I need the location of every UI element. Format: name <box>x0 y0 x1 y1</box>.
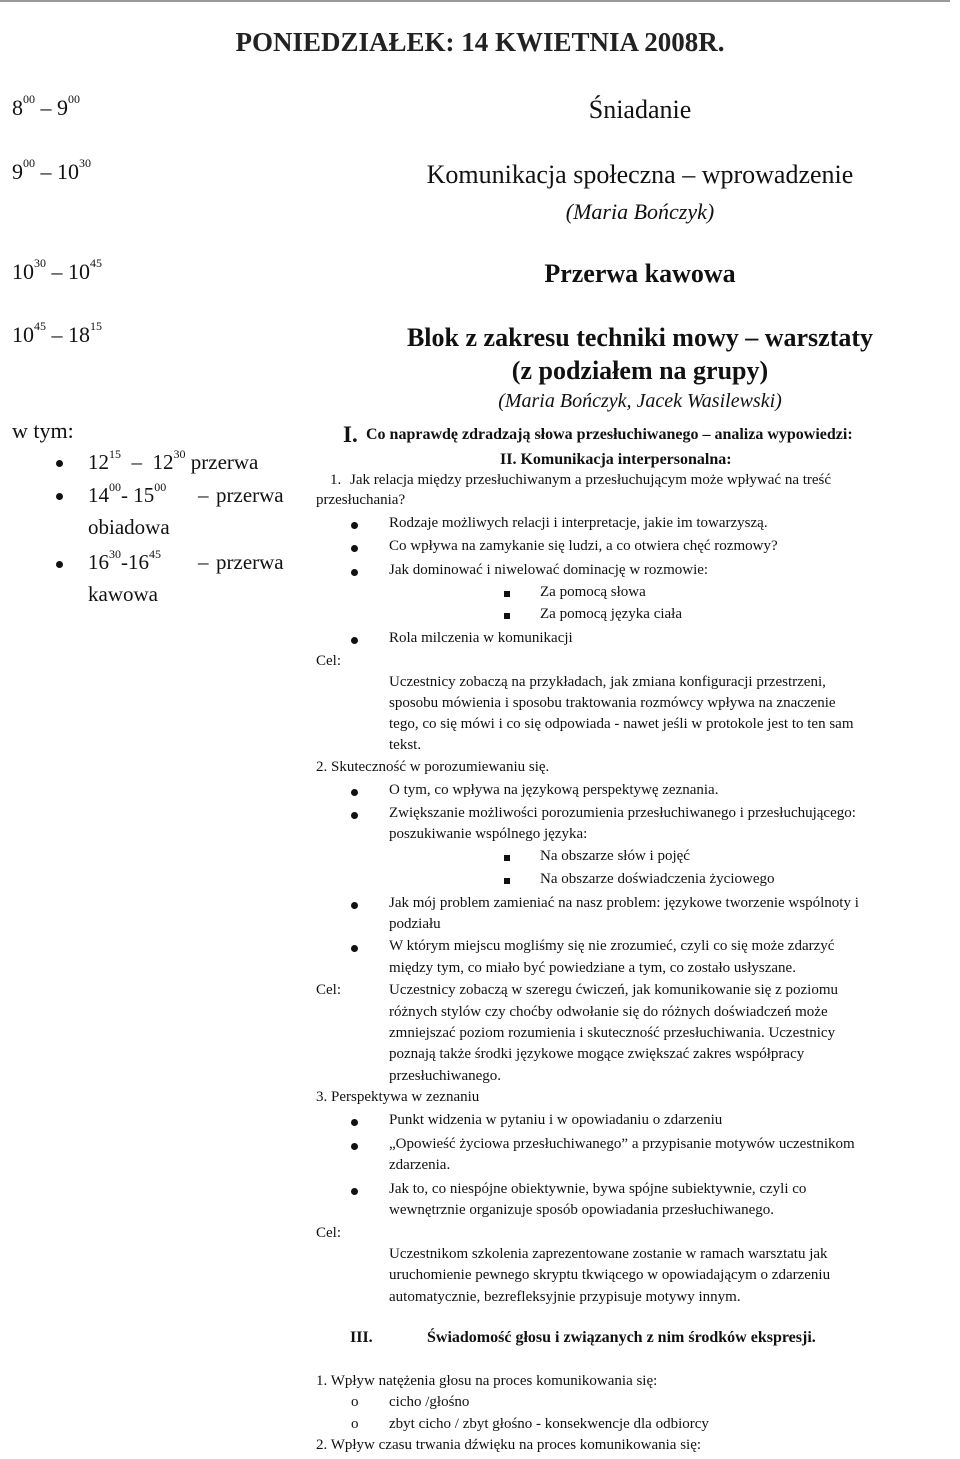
time-start-minutes: 45 <box>34 319 46 333</box>
event-block-subtitle: (z podziałem na grupy) <box>511 356 769 385</box>
time-start: 10 <box>12 322 34 347</box>
break-end: 12 <box>152 450 174 474</box>
time-start-minutes: 00 <box>23 92 35 106</box>
goal-text-line: sposobu mówienia i sposobu traktowania rozmówcy wpływa na znaczenie <box>389 695 836 711</box>
sub-item: Na obszarze słów i pojęć <box>540 848 690 864</box>
break-end-minutes: 00 <box>154 480 167 494</box>
event-coffee: Przerwa kawowa <box>544 259 736 288</box>
page-title: PONIEDZIAŁEK: 14 KWIETNIA 2008R. <box>235 27 725 57</box>
bullet-icon <box>351 789 358 796</box>
section-1-numeral: I. <box>343 422 358 447</box>
square-bullet-icon <box>504 613 510 619</box>
bullet-item: „Opowieść życiowa przesłuchiwanego” a przypisanie motywów uczestnikom <box>389 1136 855 1152</box>
point-1-text-cont: przesłuchania? <box>316 492 406 508</box>
time-end: 9 <box>57 95 68 120</box>
sub-item: Za pomocą słowa <box>540 584 646 600</box>
time-start: 10 <box>12 259 34 284</box>
bullet-icon <box>56 561 63 568</box>
break-end-minutes: 30 <box>173 447 186 461</box>
section-1-heading: Co naprawdę zdradzają słowa przesłuchiwanego – analiza wypowiedzi: <box>366 426 853 443</box>
time-start: 9 <box>12 159 23 184</box>
time-separator: – <box>51 259 63 284</box>
bullet-item: W którym miejscu mogliśmy się nie zrozumieć, czyli co się może zdarzyć <box>389 938 835 954</box>
bullet-item-cont: wewnętrznie organizuje sposób opowiadania przesłuchiwanego. <box>389 1202 775 1218</box>
goal-text-line: Uczestnicy zobaczą w szeregu ćwiczeń, jak komunikowanie się z poziomu <box>389 982 838 998</box>
point-1-number: 1. <box>330 472 342 488</box>
event-block-title: Blok z zakresu techniki mowy – warsztaty <box>406 323 874 352</box>
event-intro-author: (Maria Bończyk) <box>565 199 715 224</box>
bullet-icon <box>351 902 358 909</box>
sub-item: Na obszarze doświadczenia życiowego <box>540 871 775 887</box>
event-intro: Komunikacja społeczna – wprowadzenie <box>426 160 854 189</box>
sub-item: Za pomocą języka ciała <box>540 606 683 622</box>
bullet-item: Jak dominować i niwelować dominację w rozmowie: <box>389 562 709 578</box>
bullet-icon <box>351 569 358 576</box>
event-breakfast: Śniadanie <box>588 95 692 124</box>
bullet-item: Co wpływa na zamykanie się ludzi, a co otwiera chęć rozmowy? <box>389 538 778 554</box>
bullet-icon <box>351 1119 358 1126</box>
time-end-minutes: 15 <box>90 319 102 333</box>
break-label-cont: kawowa <box>88 582 158 606</box>
break-item-3: $16^{30}-16^{45}$ <box>88 547 161 574</box>
time-end-minutes: 30 <box>79 156 91 170</box>
bullet-icon <box>351 1188 358 1195</box>
break-item-1: $12^{15} - 12^{30}$ przerwa <box>88 447 259 474</box>
bullet-icon <box>56 493 63 500</box>
point-2-text: 2. Skuteczność w porozumiewaniu się. <box>316 759 550 775</box>
time-start-minutes: 30 <box>34 256 46 270</box>
top-rule <box>0 0 950 2</box>
break-label-cont: obiadowa <box>88 515 170 539</box>
sub-item: cicho /głośno <box>389 1394 470 1410</box>
bullet-icon <box>56 460 63 467</box>
square-bullet-icon <box>504 591 510 597</box>
event-block-authors: (Maria Bończyk, Jacek Wasilewski) <box>498 390 782 412</box>
square-bullet-icon <box>504 855 510 861</box>
goal-text-line: różnych stylów czy choćby odwołanie się do różnych doświadczeń może <box>389 1004 828 1020</box>
bullet-item: Rola milczenia w komunikacji <box>389 630 573 646</box>
circle-bullet: o <box>351 1416 359 1432</box>
section-3-numeral: III. <box>350 1329 373 1346</box>
time-separator: – <box>40 95 52 120</box>
time-end: 18 <box>68 322 90 347</box>
goal-label: Cel: <box>316 1225 341 1241</box>
goal-label: Cel: <box>316 982 341 998</box>
bullet-item: O tym, co wpływa na językową perspektywę zeznania. <box>389 782 719 798</box>
break-end: 15 <box>133 483 155 507</box>
bullet-item: Rodzaje możliwych relacji i interpretacje, jakie im towarzyszą. <box>389 515 768 531</box>
break-start-minutes: 30 <box>109 547 121 561</box>
time-separator: – <box>40 159 52 184</box>
goal-text-line: uruchomienie pewnego skryptu tkwiącego w opowiadającym o zdarzeniu <box>389 1267 831 1283</box>
bullet-item: Zwiększanie możliwości porozumienia przesłuchiwanego i przesłuchującego: <box>389 805 856 821</box>
time-slot-1 <box>12 92 80 121</box>
in-between-label: w tym: <box>12 418 74 443</box>
circle-bullet: o <box>351 1394 359 1410</box>
bullet-icon <box>351 1143 358 1150</box>
time-slot-2 <box>12 156 91 185</box>
goal-text-line: przesłuchiwanego. <box>389 1068 502 1084</box>
time-separator: – <box>51 322 63 347</box>
bullet-item-cont: podziału <box>389 916 441 932</box>
bullet-item: Jak mój problem zamieniać na nasz problem: językowe tworzenie wspólnoty i <box>389 895 859 911</box>
goal-text-line: poznają także środki językowe mogące zwiększać zakres współpracy <box>389 1046 805 1062</box>
point-1-text: Jak relacja między przesłuchiwanym a przesłuchującym może wpływać na treść <box>350 472 832 488</box>
time-start: 8 <box>12 95 23 120</box>
bullet-icon <box>351 522 358 529</box>
bullet-icon <box>351 637 358 644</box>
goal-text-line: tekst. <box>389 737 422 753</box>
bullet-icon <box>351 945 358 952</box>
time-end: 10 <box>68 259 90 284</box>
break-start-minutes: 00 <box>109 480 121 494</box>
break-end: 16 <box>128 550 149 574</box>
bullet-icon <box>351 812 358 819</box>
bullet-item-cont: poszukiwanie wspólnego języka: <box>389 826 588 842</box>
sub-item: zbyt cicho / zbyt głośno - konsekwencje dla odbiorcy <box>389 1416 709 1432</box>
goal-text-line: Uczestnikom szkolenia zaprezentowane zostanie w ramach warsztatu jak <box>389 1246 828 1262</box>
bullet-item-cont: między tym, co miało być powiedziane a tym, co zostało usłyszane. <box>389 960 796 976</box>
section-2-heading: II. Komunikacja interpersonalna: <box>500 451 732 468</box>
break-start: 16 <box>88 550 109 574</box>
square-bullet-icon <box>504 878 510 884</box>
break-dash: – <box>198 483 209 507</box>
break-label: przerwa <box>216 483 284 507</box>
break-start: 14 <box>88 483 109 507</box>
goal-text-line: Uczestnicy zobaczą na przykładach, jak zmiana konfiguracji przestrzeni, <box>389 674 826 690</box>
break-label: przerwa <box>216 550 284 574</box>
goal-label: Cel: <box>316 653 341 669</box>
break-dash: – <box>198 550 209 574</box>
point-3-text: 3. Perspektywa w zeznaniu <box>316 1089 480 1105</box>
section-3-heading: Świadomość głosu i związanych z nim środków ekspresji. <box>427 1329 816 1346</box>
bullet-icon <box>351 545 358 552</box>
break-label: przerwa <box>190 450 259 474</box>
time-slot-3 <box>12 256 102 285</box>
break-start-minutes: 15 <box>109 447 121 461</box>
break-start: 12 <box>88 450 109 474</box>
bullet-item: Punkt widzenia w pytaniu i w opowiadaniu o zdarzeniu <box>389 1112 723 1128</box>
break-end-minutes: 45 <box>149 547 161 561</box>
time-start-minutes: 00 <box>23 156 35 170</box>
break-item-2: $14^{00}-$ $15^{00}$ <box>88 480 167 507</box>
time-slot-4 <box>12 319 102 348</box>
section-3-point-2: 2. Wpływ czasu trwania dźwięku na proces komunikowania się: <box>316 1437 702 1453</box>
time-end: 10 <box>57 159 79 184</box>
goal-text-line: tego, co się mówi i co się odpowiada - nawet jeśli w protokole jest to ten sam <box>389 716 854 732</box>
section-3-point-1: 1. Wpływ natężenia głosu na proces komunikowania się: <box>316 1373 658 1389</box>
goal-text-line: automatycznie, bezrefleksyjnie przypisuje motywy innym. <box>389 1289 741 1305</box>
time-end-minutes: 45 <box>90 256 102 270</box>
bullet-item: Jak to, co niespójne obiektywnie, bywa spójne subiektywnie, czyli co <box>389 1181 807 1197</box>
bullet-item-cont: zdarzenia. <box>389 1157 451 1173</box>
time-end-minutes: 00 <box>68 92 80 106</box>
goal-text-line: zmniejszać poziom rozumienia i skuteczność przesłuchiwania. Uczestnicy <box>389 1025 836 1041</box>
